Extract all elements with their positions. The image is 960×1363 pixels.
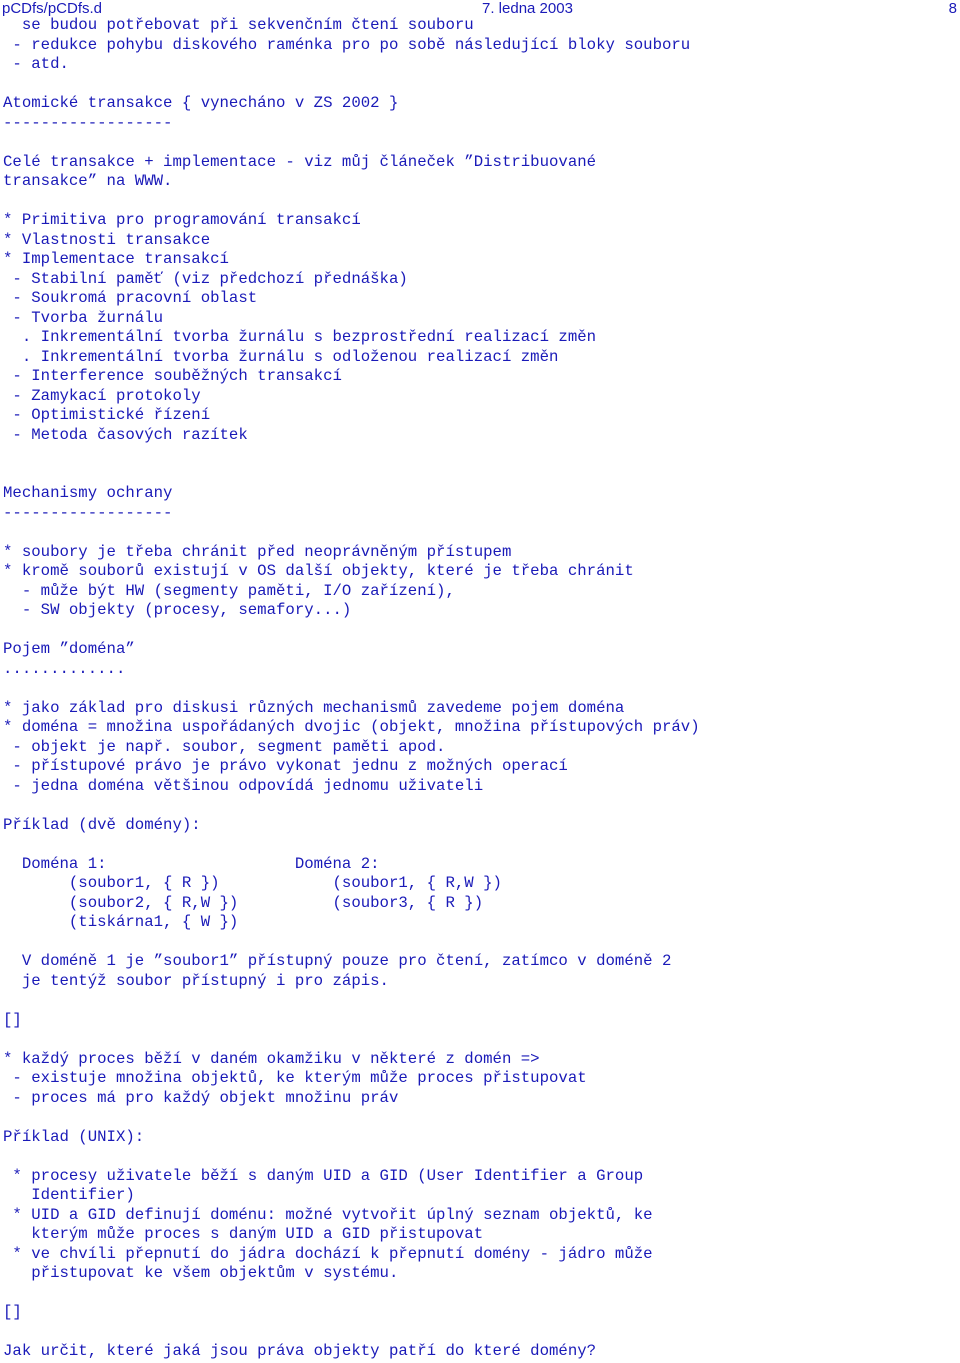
text-line: * jako základ pro diskusi různých mechanismů zavedeme pojem doména xyxy=(3,698,625,717)
text-line xyxy=(3,679,700,699)
text-line: - Optimistické řízení xyxy=(3,406,211,424)
text-line: ------------------ xyxy=(3,503,173,522)
text-line xyxy=(3,192,700,212)
text-line xyxy=(3,465,700,485)
text-line: kterým může proces s daným UID a GID přistupovat xyxy=(3,1225,484,1243)
text-line: přistupovat ke všem objektům v systému. xyxy=(3,1264,399,1282)
text-line: V doméně 1 je ”soubor1” přístupný pouze pro čtení, zatímco v doméně 2 xyxy=(3,952,672,970)
text-line: Pojem ”doména” xyxy=(3,640,135,658)
text-line: * doména = množina uspořádaných dvojic (objekt, množina přístupových práv) xyxy=(3,718,700,736)
header-page-number: 8 xyxy=(948,0,957,17)
text-line: * Primitiva pro programování transakcí xyxy=(3,211,361,229)
text-line: (tiskárna1, { W }) xyxy=(3,913,239,931)
text-line: - Soukromá pracovní oblast xyxy=(3,289,258,307)
text-line: se budou potřebovat při sekvenčním čtení souboru xyxy=(3,16,474,34)
header-filename: pCDfs/pCDfs.d xyxy=(2,0,103,17)
document-body xyxy=(3,16,700,1362)
text-line: - může být HW (segmenty paměti, I/O zařízení), xyxy=(3,581,455,600)
text-line xyxy=(3,1284,700,1304)
text-line: Identifier) xyxy=(3,1186,135,1204)
text-line xyxy=(3,1030,700,1050)
text-line: (soubor1, { R }) (soubor1, { R,W }) xyxy=(3,874,502,892)
text-line: . Inkrementální tvorba žurnálu s odloženou realizací změn xyxy=(3,347,559,366)
text-line xyxy=(3,991,700,1011)
text-line: ............. xyxy=(3,659,126,678)
text-line: - Zamykací protokoly xyxy=(3,386,201,405)
text-line: * Vlastnosti transakce xyxy=(3,230,211,249)
text-line: - existuje množina objektů, ke kterým může proces přistupovat xyxy=(3,1069,587,1087)
text-line xyxy=(3,1108,700,1128)
text-line: je tentýž soubor přístupný i pro zápis. xyxy=(3,971,389,990)
text-line xyxy=(3,1323,700,1343)
text-line: transakce” na WWW. xyxy=(3,172,173,190)
text-line: - Stabilní paměť (viz předchozí přednáška) xyxy=(3,269,408,288)
text-line: * soubory je třeba chránit před neoprávněným přístupem xyxy=(3,542,512,561)
text-line xyxy=(3,796,700,816)
text-line: * UID a GID definují doménu: možné vytvořit úplný seznam objektů, ke xyxy=(3,1205,653,1224)
text-line: [] xyxy=(3,1010,22,1029)
text-line: Atomické transakce { vynecháno v ZS 2002 } xyxy=(3,94,399,112)
text-line: - atd. xyxy=(3,55,69,73)
text-line xyxy=(3,75,700,95)
text-line: * procesy uživatele běží s daným UID a GID (User Identifier a Group xyxy=(3,1166,644,1185)
text-line: - přístupové právo je právo vykonat jednu z možných operací xyxy=(3,757,568,775)
text-line: * každý proces běží v daném okamžiku v některé z domén => xyxy=(3,1049,540,1068)
text-line: ------------------ xyxy=(3,113,173,132)
text-line: [] xyxy=(3,1303,22,1321)
text-line: - jedna doména většinou odpovídá jednomu uživateli xyxy=(3,776,484,795)
text-line: Celé transakce + implementace - viz můj článeček ”Distribuované xyxy=(3,152,597,171)
text-line: - redukce pohybu diskového raménka pro po sobě následující bloky souboru xyxy=(3,35,691,54)
text-line: Doména 1: Doména 2: xyxy=(3,854,380,873)
text-line: Mechanismy ochrany xyxy=(3,484,173,502)
text-line: - proces má pro každý objekt množinu práv xyxy=(3,1088,399,1107)
text-line: Příklad (dvě domény): xyxy=(3,815,201,834)
text-line: - Metoda časových razítek xyxy=(3,425,248,444)
header-date: 7. ledna 2003 xyxy=(482,0,573,17)
text-line: - SW objekty (procesy, semafory...) xyxy=(3,601,352,619)
text-line: - Interference souběžných transakcí xyxy=(3,367,342,385)
text-line xyxy=(3,523,700,543)
text-line: Jak určit, které jaká jsou práva objekty patří do které domény? xyxy=(3,1342,597,1360)
text-line xyxy=(3,133,700,153)
text-line: * kromě souborů existují v OS další objekty, které je třeba chránit xyxy=(3,562,634,580)
text-line: * Implementace transakcí xyxy=(3,250,229,268)
text-line: (soubor2, { R,W }) (soubor3, { R }) xyxy=(3,893,484,912)
text-line xyxy=(3,835,700,855)
text-line xyxy=(3,1147,700,1167)
text-line: - objekt je např. soubor, segment paměti apod. xyxy=(3,737,446,756)
text-line: . Inkrementální tvorba žurnálu s bezprostřední realizací změn xyxy=(3,328,597,346)
text-line: * ve chvíli přepnutí do jádra dochází k přepnutí domény - jádro může xyxy=(3,1244,653,1263)
text-line xyxy=(3,621,700,641)
text-line: Příklad (UNIX): xyxy=(3,1127,145,1146)
text-line xyxy=(3,933,700,953)
text-line xyxy=(3,445,700,465)
text-line: - Tvorba žurnálu xyxy=(3,308,164,327)
